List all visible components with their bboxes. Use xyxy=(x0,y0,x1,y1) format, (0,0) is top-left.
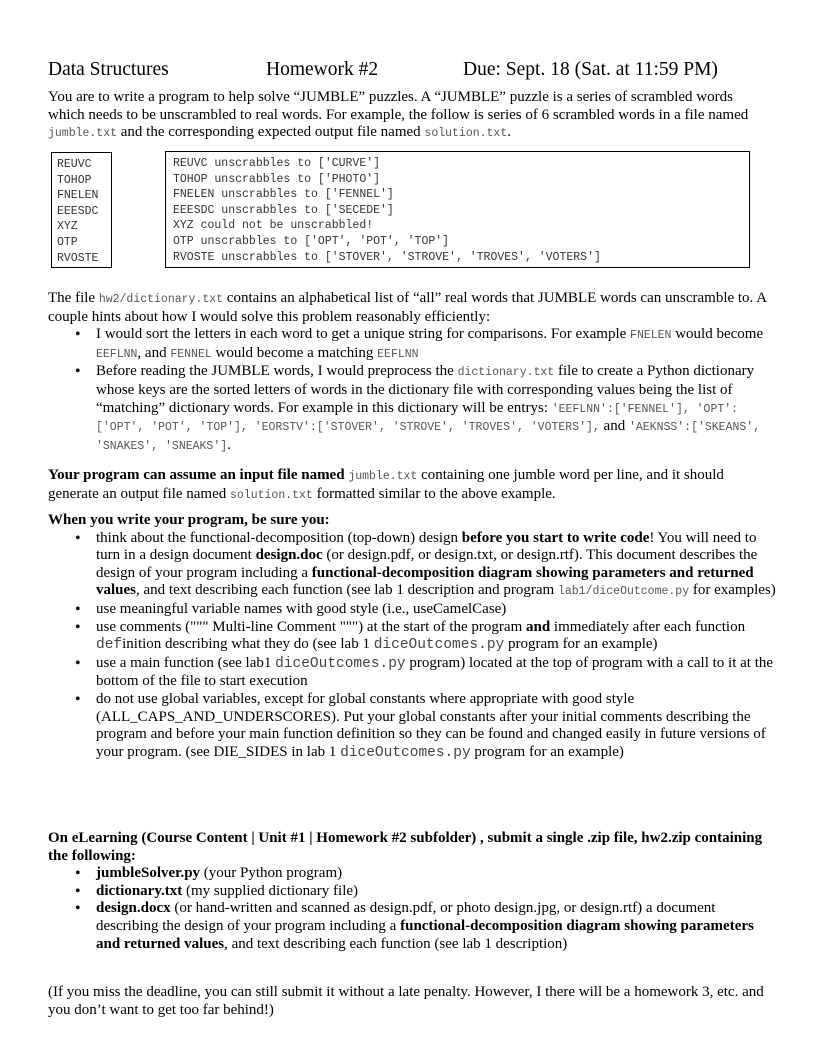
intro-text-2: and the corresponding expected output file named xyxy=(117,124,425,141)
footer-note: (If you miss the deadline, you can still submit it without a late penalty. However, I there will be a homework 3, etc. and you don’t want to get too far behind!) xyxy=(48,984,764,1018)
submit-file: jumbleSolver.py xyxy=(96,865,201,882)
hint-text: . xyxy=(227,436,231,453)
submission-item xyxy=(48,883,776,901)
intro-file-solution: solution.txt xyxy=(424,127,508,141)
jumble-input-box xyxy=(51,152,112,268)
assumption-paragraph xyxy=(48,467,776,504)
solution-line: FNELEN unscrabbles to ['FENNEL'] xyxy=(173,188,394,202)
req-text: inition describing what they do (see lab 1 xyxy=(122,636,374,653)
assume-text-1: containing one jumble word per line, and it should generate an output file named xyxy=(48,467,724,502)
solution-line: RVOSTE unscrabbles to ['STOVER', 'STROVE', 'TROVES', 'VOTERS'] xyxy=(173,250,601,264)
submit-file: dictionary.txt xyxy=(96,882,183,899)
submission-section xyxy=(48,830,776,953)
hints-list xyxy=(48,326,776,455)
req-bold: design.doc xyxy=(255,547,323,564)
req-text: use a main function (see lab1 xyxy=(96,654,276,671)
intro-text-1: You are to write a program to help solve “JUMBLE” puzzles. A “JUMBLE” puzzle is a series of scrambled words which needs to be unscrambled to real words. For example, the follow is series of 6 scrambled words in a file named xyxy=(48,89,749,123)
req-text: use meaningful variable names with good style (i.e., useCamelCase) xyxy=(96,600,507,617)
hint-item xyxy=(48,363,776,455)
assume-code-jumble: jumble.txt xyxy=(348,470,418,483)
req-bold: before you start to write code xyxy=(461,529,650,546)
jumble-word: FNELEN xyxy=(57,189,99,203)
hint-text: , and xyxy=(137,344,171,361)
submit-text: (your Python program) xyxy=(200,865,343,882)
req-text: , and text describing each function (see lab 1 description and program xyxy=(136,582,558,599)
req-text: think about the functional-decomposition (top-down) design xyxy=(96,529,462,546)
course-title: Data Structures xyxy=(48,59,169,80)
req-bold: functional-decomposition diagram showing parameters and returned values xyxy=(96,564,754,599)
assume-code-solution: solution.txt xyxy=(230,488,313,502)
submit-text: (or hand-written and scanned as design.pdf, or photo design.jpg, or design.rtf) a document describing the design of your program including a xyxy=(96,900,716,934)
requirements-section xyxy=(48,512,776,762)
req-text: immediately after each function xyxy=(550,618,746,635)
requirements-list xyxy=(48,530,776,763)
intro-paragraph xyxy=(48,89,773,143)
req-text: do not use global variables, except for global constants where appropriate with good style (ALL_CAPS_AND_UNDERSCORES). Put your global constants after your initial comments describing the program and before your main function definition so they can be found and changed easily in future versions of your program. (see DIE_SIDES in lab 1 xyxy=(96,690,766,760)
hint-code: 'EEFLNN':['FENNEL'], 'OPT':['OPT', 'POT', 'TOP'], 'EORSTV':['STOVER', 'STROVE', 'TROVES', 'VOTERS'], xyxy=(96,402,739,435)
hint-code: dictionary.txt xyxy=(457,366,555,380)
req-text: use comments (""" Multi-line Comment """) at the start of the program xyxy=(96,618,526,635)
hint-text: Before reading the JUMBLE words, I would preprocess the xyxy=(96,363,458,380)
hint-text: and xyxy=(599,418,629,435)
jumble-word: RVOSTE xyxy=(57,251,99,265)
req-code: diceOutcomes.py xyxy=(340,744,471,761)
requirement-item xyxy=(48,655,776,691)
requirement-item xyxy=(48,601,776,619)
dict-file-path: hw2/dictionary.txt xyxy=(98,293,224,306)
requirements-heading: When you write your program, be sure you: xyxy=(48,512,330,528)
requirement-item xyxy=(48,619,776,655)
submit-bold: functional-decomposition diagram showing parameters and returned values xyxy=(96,917,754,952)
hint-code: 'AEKNSS':['SKEANS', 'SNAKES', 'SNEAKS'] xyxy=(96,421,761,453)
solution-line: OTP unscrabbles to ['OPT', 'POT', 'TOP'] xyxy=(173,234,450,248)
hint-text: would become xyxy=(671,326,764,343)
solution-line: EEESDC unscrabbles to ['SECEDE'] xyxy=(173,203,394,217)
hint-text: file to create a Python dictionary whose keys are the sorted letters of words in the dictionary file with corresponding values being the list of “matching” dictionary words. For example in this dictionary will be entrys: xyxy=(96,363,755,416)
req-bold: and xyxy=(525,618,551,635)
jumble-word: XYZ xyxy=(57,220,78,234)
solution-output-box xyxy=(165,151,750,268)
hint-text: I would sort the letters in each word to get a unique string for comparisons. For example xyxy=(96,326,631,343)
dict-text-2: contains an alphabetical list of “all” real words that JUMBLE words can unscramble to. A couple hints about how I would solve this problem reasonably efficiently: xyxy=(48,290,767,325)
req-text: ! You will need to turn in a design document xyxy=(96,529,757,564)
submission-item xyxy=(48,900,776,953)
requirement-item xyxy=(48,530,776,601)
jumble-word: TOHOP xyxy=(57,173,92,187)
req-text: program) located at the top of program with a call to it at the bottom of the file to start execution xyxy=(96,654,774,690)
submission-item xyxy=(48,865,776,883)
req-text: (or design.pdf, or design.txt, or design.rtf). This document describes the design of your program including a xyxy=(96,547,758,581)
submit-file: design.docx xyxy=(96,900,171,917)
assume-text-2: formatted similar to the above example. xyxy=(312,485,556,502)
solution-line: REUVC unscrabbles to ['CURVE'] xyxy=(173,157,381,170)
req-code: diceOutcomes.py xyxy=(275,655,406,672)
req-text: for examples) xyxy=(689,582,776,599)
hint-text: would become a matching xyxy=(211,344,378,361)
hint-item xyxy=(48,326,776,363)
submit-text: , and text describing each function (see lab 1 description) xyxy=(224,935,568,952)
page-header xyxy=(48,61,778,83)
req-text: program for an example) xyxy=(504,636,658,653)
dict-text-1: The file xyxy=(48,290,99,306)
dictionary-section xyxy=(48,290,776,455)
solution-line: XYZ could not be unscrabbled! xyxy=(173,219,374,233)
submission-list xyxy=(48,865,776,953)
dictionary-paragraph xyxy=(48,290,776,326)
jumble-word: REUVC xyxy=(57,158,92,171)
assume-bold: Your program can assume an input file named xyxy=(48,467,345,483)
hint-code: FNELEN xyxy=(630,329,672,343)
hint-code: EEFLNN xyxy=(377,347,419,361)
assignment-title: Homework #2 xyxy=(266,59,379,80)
submit-text: (my supplied dictionary file) xyxy=(182,882,359,899)
hint-code: EEFLNN xyxy=(96,347,138,361)
req-text: program for an example) xyxy=(470,743,624,760)
requirement-item xyxy=(48,691,776,762)
req-code: lab1/diceOutcome.py xyxy=(557,585,690,599)
req-code: diceOutcomes.py xyxy=(373,637,505,654)
jumble-word: OTP xyxy=(57,235,78,249)
jumble-word: EEESDC xyxy=(57,204,99,218)
intro-text-3: . xyxy=(507,124,511,141)
solution-line: TOHOP unscrabbles to ['PHOTO'] xyxy=(173,172,381,186)
req-code: def xyxy=(96,637,123,654)
hint-code: FENNEL xyxy=(170,347,212,361)
intro-file-jumble: jumble.txt xyxy=(48,127,118,141)
submission-heading: On eLearning (Course Content | Unit #1 | Homework #2 subfolder) , submit a single .zip file, hw2.zip containing the following: xyxy=(48,830,763,864)
due-date: Due: Sept. 18 (Sat. at 11:59 PM) xyxy=(463,59,718,80)
